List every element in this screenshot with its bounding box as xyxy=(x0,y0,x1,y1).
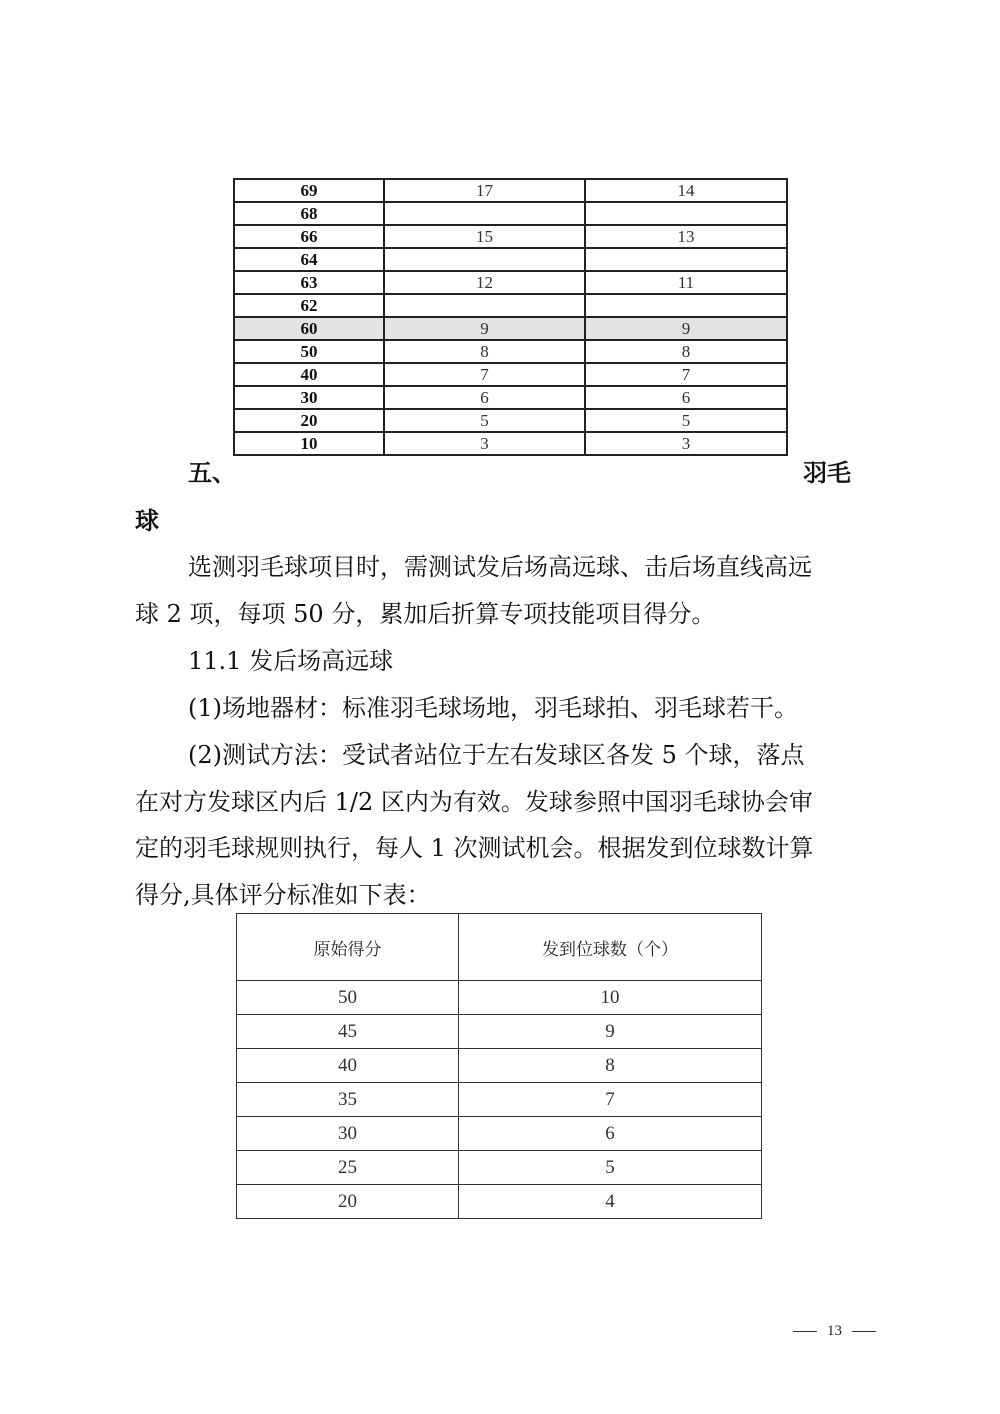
method-line-4: 得分,具体评分标准如下表： xyxy=(135,881,431,909)
score-table xyxy=(233,178,788,456)
score-table-row xyxy=(234,294,787,317)
raw-score-cell: 45 xyxy=(237,1015,459,1049)
row-value-a xyxy=(384,294,585,317)
score-table-row xyxy=(234,409,787,432)
section-title-part1: 羽毛 xyxy=(803,458,851,487)
row-value-b: 14 xyxy=(585,179,787,202)
row-value-a: 7 xyxy=(384,363,585,386)
row-value-b: 8 xyxy=(585,340,787,363)
score-table-row xyxy=(234,340,787,363)
row-score: 40 xyxy=(234,363,384,386)
page-footer xyxy=(793,1323,876,1340)
row-value-a: 15 xyxy=(384,225,585,248)
intro-line-1: 选测羽毛球项目时，需测试发后场高远球、击后场直线高远 xyxy=(188,553,812,581)
valid-serves-cell: 4 xyxy=(459,1185,762,1219)
raw-score-cell: 25 xyxy=(237,1151,459,1185)
valid-serves-cell: 9 xyxy=(459,1015,762,1049)
score-table-row xyxy=(234,248,787,271)
score-table-row xyxy=(234,432,787,455)
header-valid-serves: 发到位球数（个） xyxy=(459,914,762,981)
badminton-table-row xyxy=(237,1117,762,1151)
badminton-score-table xyxy=(236,913,762,1219)
badminton-table-row xyxy=(237,1151,762,1185)
row-value-a: 3 xyxy=(384,432,585,455)
header-raw-score: 原始得分 xyxy=(237,914,459,981)
score-table-row xyxy=(234,386,787,409)
row-value-b: 5 xyxy=(585,409,787,432)
row-value-b: 3 xyxy=(585,432,787,455)
subsection-title: 11.1 发后场高远球 xyxy=(188,647,394,675)
row-value-b: 11 xyxy=(585,271,787,294)
raw-score-cell: 40 xyxy=(237,1049,459,1083)
row-score: 60 xyxy=(234,317,384,340)
raw-score-cell: 30 xyxy=(237,1117,459,1151)
row-value-b: 9 xyxy=(585,317,787,340)
row-score: 63 xyxy=(234,271,384,294)
method-line-2: 在对方发球区内后 1/2 区内为有效。发球参照中国羽毛球协会审 xyxy=(135,788,813,816)
row-value-b: 13 xyxy=(585,225,787,248)
row-value-b xyxy=(585,294,787,317)
row-score: 30 xyxy=(234,386,384,409)
raw-score-cell: 20 xyxy=(237,1185,459,1219)
row-score: 50 xyxy=(234,340,384,363)
method-line-3: 定的羽毛球规则执行，每人 1 次测试机会。根据发到位球数计算 xyxy=(135,834,814,862)
badminton-table-row xyxy=(237,981,762,1015)
intro-line-2: 球 2 项，每项 50 分，累加后折算专项技能项目得分。 xyxy=(135,600,716,628)
page-number: 13 xyxy=(827,1323,842,1339)
row-score: 10 xyxy=(234,432,384,455)
row-value-a xyxy=(384,202,585,225)
valid-serves-cell: 7 xyxy=(459,1083,762,1117)
valid-serves-cell: 10 xyxy=(459,981,762,1015)
method-line-1: (2)测试方法：受试者站位于左右发球区各发 5 个球，落点 xyxy=(188,741,805,769)
raw-score-cell: 35 xyxy=(237,1083,459,1117)
footer-dash-left xyxy=(793,1331,817,1332)
row-value-a: 9 xyxy=(384,317,585,340)
equipment-text: (1)场地器材：标准羽毛球场地，羽毛球拍、羽毛球若干。 xyxy=(188,694,798,722)
score-table-row xyxy=(234,179,787,202)
section-number: 五、 xyxy=(188,458,236,487)
badminton-table-row xyxy=(237,1049,762,1083)
score-table-row xyxy=(234,317,787,340)
row-score: 68 xyxy=(234,202,384,225)
row-value-a: 17 xyxy=(384,179,585,202)
badminton-table-row xyxy=(237,1185,762,1219)
score-table-row xyxy=(234,271,787,294)
footer-dash-right xyxy=(852,1331,876,1332)
valid-serves-cell: 6 xyxy=(459,1117,762,1151)
badminton-table-row xyxy=(237,1083,762,1117)
score-table-row xyxy=(234,363,787,386)
row-value-a: 8 xyxy=(384,340,585,363)
badminton-table-row xyxy=(237,1015,762,1049)
row-value-a: 12 xyxy=(384,271,585,294)
row-value-b: 6 xyxy=(585,386,787,409)
row-score: 66 xyxy=(234,225,384,248)
row-score: 62 xyxy=(234,294,384,317)
valid-serves-cell: 8 xyxy=(459,1049,762,1083)
row-value-a: 5 xyxy=(384,409,585,432)
row-value-a xyxy=(384,248,585,271)
row-value-b xyxy=(585,202,787,225)
row-score: 64 xyxy=(234,248,384,271)
score-table-row xyxy=(234,225,787,248)
row-score: 69 xyxy=(234,179,384,202)
valid-serves-cell: 5 xyxy=(459,1151,762,1185)
row-score: 20 xyxy=(234,409,384,432)
score-table-row xyxy=(234,202,787,225)
row-value-b xyxy=(585,248,787,271)
raw-score-cell: 50 xyxy=(237,981,459,1015)
row-value-b: 7 xyxy=(585,363,787,386)
row-value-a: 6 xyxy=(384,386,585,409)
section-title-part2: 球 xyxy=(135,506,159,535)
